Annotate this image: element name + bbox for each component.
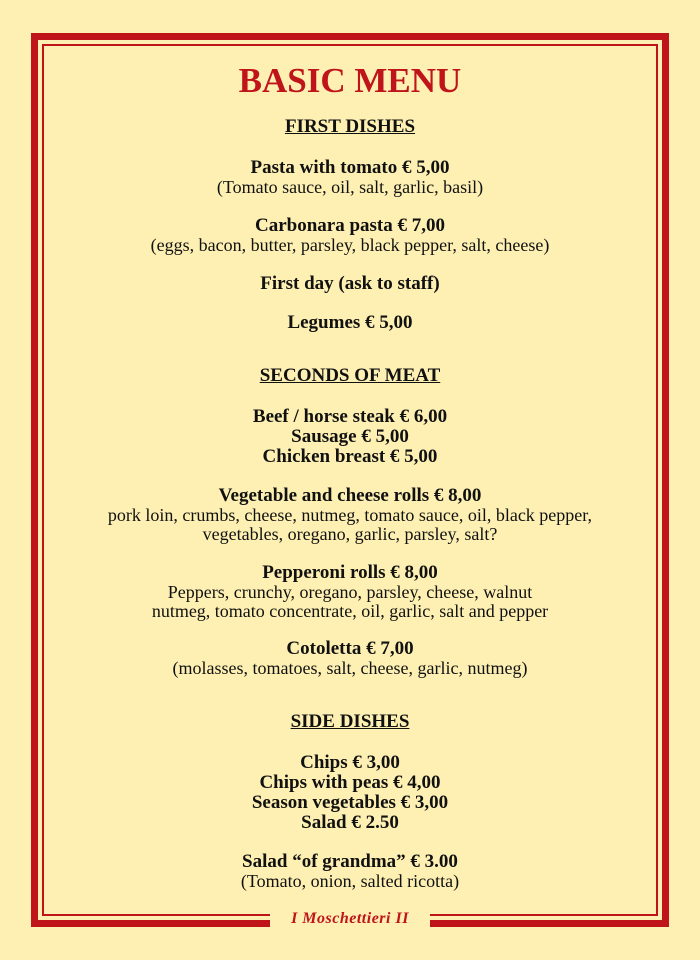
item-title: Chips with peas € 4,00 bbox=[259, 772, 441, 793]
item-description: (Tomato sauce, oil, salt, garlic, basil) bbox=[216, 177, 484, 197]
item-description: (Tomato, onion, salted ricotta) bbox=[240, 871, 460, 891]
menu-title: BASIC MENU bbox=[238, 61, 462, 100]
item-description: (molasses, tomatoes, salt, cheese, garlic, nutmeg) bbox=[172, 658, 528, 678]
item-title: Chips € 3,00 bbox=[300, 752, 400, 773]
section-side-dishes bbox=[42, 711, 658, 891]
menu-item bbox=[42, 639, 658, 678]
item-title: Vegetable and cheese rolls € 8,00 bbox=[218, 485, 482, 506]
section-heading: FIRST DISHES bbox=[284, 116, 416, 137]
item-description: pork loin, crumbs, cheese, nutmeg, tomato sauce, oil, black pepper, bbox=[107, 505, 593, 525]
menu-item-group bbox=[42, 753, 658, 833]
item-title: Chicken breast € 5,00 bbox=[262, 446, 438, 467]
section-first-dishes bbox=[42, 116, 658, 333]
item-title: Carbonara pasta € 7,00 bbox=[254, 215, 445, 236]
item-description: nutmeg, tomato concentrate, oil, garlic, salt and pepper bbox=[151, 601, 549, 621]
item-title: Salad € 2.50 bbox=[301, 812, 399, 833]
menu-item bbox=[42, 486, 658, 544]
item-description: Peppers, crunchy, oregano, parsley, cheese, walnut bbox=[167, 582, 533, 602]
item-title: Pepperoni rolls € 8,00 bbox=[262, 562, 438, 583]
menu-item bbox=[42, 274, 658, 294]
item-title: Legumes € 5,00 bbox=[287, 312, 413, 333]
item-title: Season vegetables € 3,00 bbox=[251, 792, 449, 813]
item-title: Cotoletta € 7,00 bbox=[286, 638, 414, 659]
menu-item bbox=[42, 563, 658, 621]
section-seconds-of-meat bbox=[42, 365, 658, 678]
menu-content bbox=[42, 44, 658, 891]
item-title: Beef / horse steak € 6,00 bbox=[252, 406, 448, 427]
item-title: Salad “of grandma” € 3.00 bbox=[242, 851, 458, 872]
menu-item bbox=[42, 158, 658, 197]
item-title: Pasta with tomato € 5,00 bbox=[250, 157, 450, 178]
menu-item bbox=[42, 852, 658, 891]
section-heading: SECONDS OF MEAT bbox=[259, 365, 441, 386]
menu-item bbox=[42, 313, 658, 333]
item-description: vegetables, oregano, garlic, parsley, salt? bbox=[202, 524, 498, 544]
section-heading: SIDE DISHES bbox=[290, 711, 410, 732]
restaurant-name: I Moschettieri II bbox=[270, 906, 430, 932]
item-title: Sausage € 5,00 bbox=[291, 426, 409, 447]
item-title: First day (ask to staff) bbox=[260, 273, 440, 294]
menu-item bbox=[42, 216, 658, 255]
item-description: (eggs, bacon, butter, parsley, black pepper, salt, cheese) bbox=[150, 235, 550, 255]
menu-item-group bbox=[42, 407, 658, 467]
